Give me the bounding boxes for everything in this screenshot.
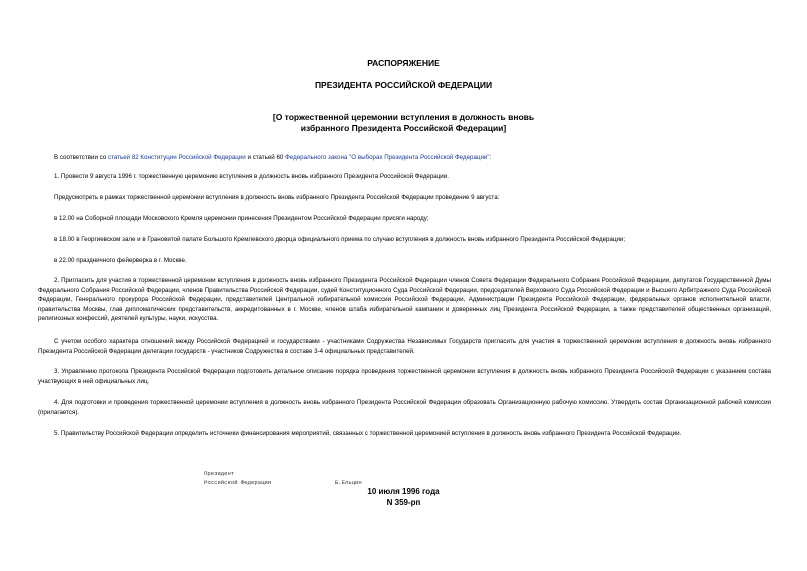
document-date: 10 июля 1996 года [367, 487, 440, 496]
paragraph-schedule-item: в 18.00 в Георгиевском зале и в Грановитой палате Большого Кремлевского дворца официального приема по случаю вступления в должность вновь избранного Президента Российской Федерации; [54, 236, 626, 243]
paragraph-cis: С учетом особого характера отношений между Российской Федерацией и государствами - участниками Содружества Независимых Государств пригласить для участия в торжественной церемонии вступления в должность вновь избранного Президента Российской Федерации делегации государств - участников Содружества в составе 3-4 официальных представителей. [38, 338, 771, 355]
paragraph-2: 2. Пригласить для участия в торжественной церемонии вступления в должность вновь избранного Президента Российской Федерации членов Совета Федерации Федерального Собрания Российской Федерации, депутатов Государственной Думы Федерального Собрания Российской Федерации, членов Правительства Российской Федерации, судей Конституционного Суда Российской Федерации, председателей Верховного Суда Российской Федерации и Высшего Арбитражного Суда Российской Федерации, Генерального прокурора Российской Федерации, представителей Центральной избирательной комиссии Российской Федерации, Администрации Президента Российской Федерации, федеральных органов исполнительной власти, правительства Москвы, глав дипломатических представительств, аккредитованных в г. Москве, членов штаба избирательной кампании и доверенных лиц Президента Российской Федерации, а также представителей общественных организаций, религиозных конфессий, деятелей культуры, науки, искусства. [38, 277, 771, 322]
signature-block [204, 470, 362, 487]
preamble [38, 153, 771, 163]
federal-law-link[interactable]: Федерального закона "О выборах Президента Российской Федерации" [285, 154, 490, 161]
document-title: РАСПОРЯЖЕНИЕ [367, 58, 440, 68]
document-heading [0, 112, 807, 134]
preamble-text: и статьей 60 [245, 154, 286, 161]
constitution-article-link[interactable]: статьей 82 Конституции Российской Федерации [107, 154, 246, 161]
paragraph-schedule-item: в 22.00 праздничного фейерверка в г. Москве. [54, 257, 187, 264]
document-number: N 359-рп [386, 498, 421, 507]
paragraph-schedule-item: в 12.00 на Соборной площади Московского Кремля церемонии принесения Президентом Российской Федерации присяги народу; [54, 215, 429, 222]
heading-line-2: избранного Президента Российской Федерации] [300, 123, 507, 133]
signature-line-2: Российской Федерации Б.Ельцин [204, 478, 362, 486]
heading-line-1: [О торжественной церемонии вступления в должность вновь [272, 112, 535, 122]
paragraph-3: 3. Управлению протокола Президента Российской Федерации подготовить детальное описание порядка проведения торжественной церемонии вступления в должность вновь избранного Президента Российской Федерации с указанием состава участвующих в ней официальных лиц. [38, 368, 771, 385]
paragraph-1: 1. Провести 9 августа 1996 г. торжественную церемонию вступления в должность вновь избранного Президента Российской Федерации. [54, 173, 449, 180]
preamble-text: : [489, 154, 492, 161]
paragraph-schedule-intro: Предусмотреть в рамках торжественной церемонии вступления в должность вновь избранного Президента Российской Федерации проведение 9 августа: [54, 194, 500, 201]
preamble-text: В соответствии со [54, 154, 108, 161]
paragraph-5: 5. Правительству Российской Федерации определить источники финансирования мероприятий, связанных с торжественной церемонией вступления в должность вновь избранного Президента Российской Федерации. [54, 430, 682, 437]
paragraph-4: 4. Для подготовки и проведения торжественной церемонии вступления в должность вновь избранного Президента Российской Федерации образовать Организационную рабочую комиссию. Утвердить состав Организационной рабочей комиссии (прилагается). [38, 399, 771, 416]
signature-line-1: Президент [204, 470, 235, 477]
document-subtitle: ПРЕЗИДЕНТА РОССИЙСКОЙ ФЕДЕРАЦИИ [314, 80, 493, 90]
